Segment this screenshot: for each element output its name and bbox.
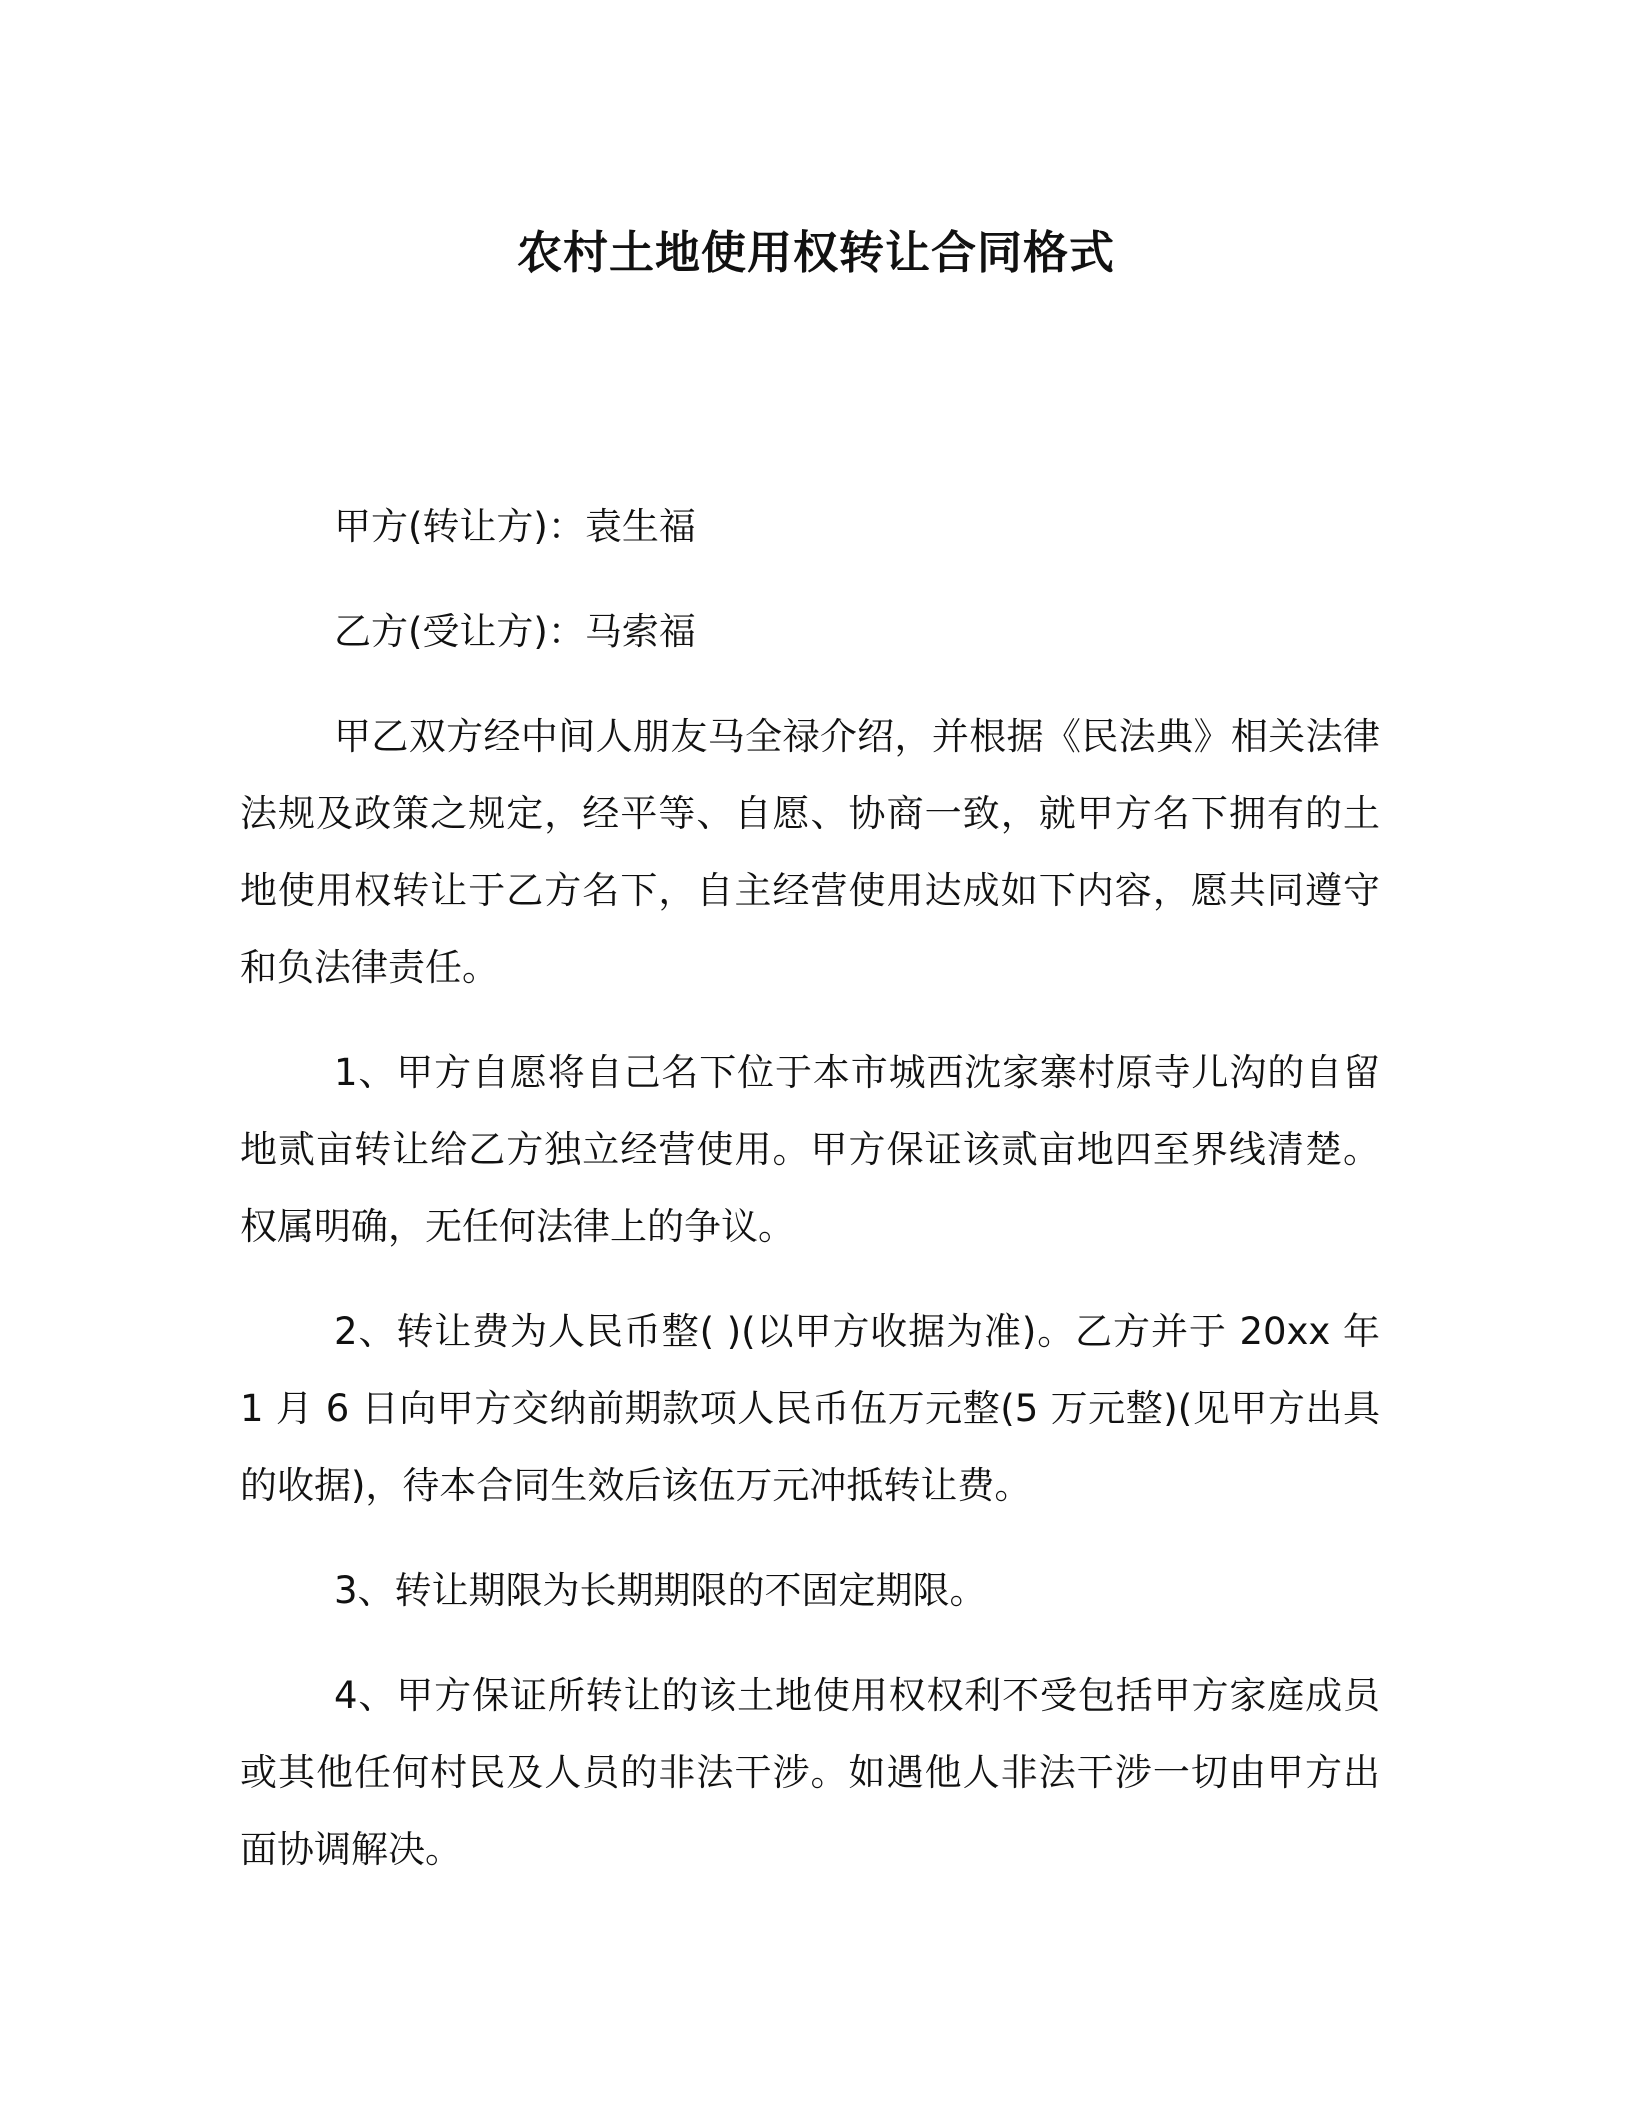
- party-a-line: 甲方(转让方)：袁生福: [334, 505, 696, 548]
- clause-2-paragraph: 2、转让费为人民币整( )(以甲方收据为准)。乙方并于 20xx 年 1 月 6 日向甲方交纳前期款项人民币伍万元整(5 万元整)(见甲方出具的收据)，待本合同生效后该伍万元冲抵转让费。: [240, 1310, 1380, 1507]
- clause-3-paragraph: 3、转让期限为长期期限的不固定期限。: [334, 1569, 987, 1612]
- preamble-paragraph: 甲乙双方经中间人朋友马全禄介绍，并根据《民法典》相关法律法规及政策之规定，经平等、自愿、协商一致，就甲方名下拥有的土地使用权转让于乙方名下，自主经营使用达成如下内容，愿共同遵守和负法律责任。: [240, 715, 1380, 989]
- document-body: [240, 488, 1380, 1916]
- party-b-line: 乙方(受让方)：马索福: [334, 610, 696, 653]
- document-title: 农村土地使用权转让合同格式: [516, 226, 1115, 279]
- clause-1-paragraph: 1、甲方自愿将自己名下位于本市城西沈家寨村原寺儿沟的自留地贰亩转让给乙方独立经营使用。甲方保证该贰亩地四至界线清楚。权属明确，无任何法律上的争议。: [240, 1051, 1380, 1248]
- clause-4-paragraph: 4、甲方保证所转让的该土地使用权权利不受包括甲方家庭成员或其他任何村民及人员的非法干涉。如遇他人非法干涉一切由甲方出面协调解决。: [240, 1674, 1380, 1871]
